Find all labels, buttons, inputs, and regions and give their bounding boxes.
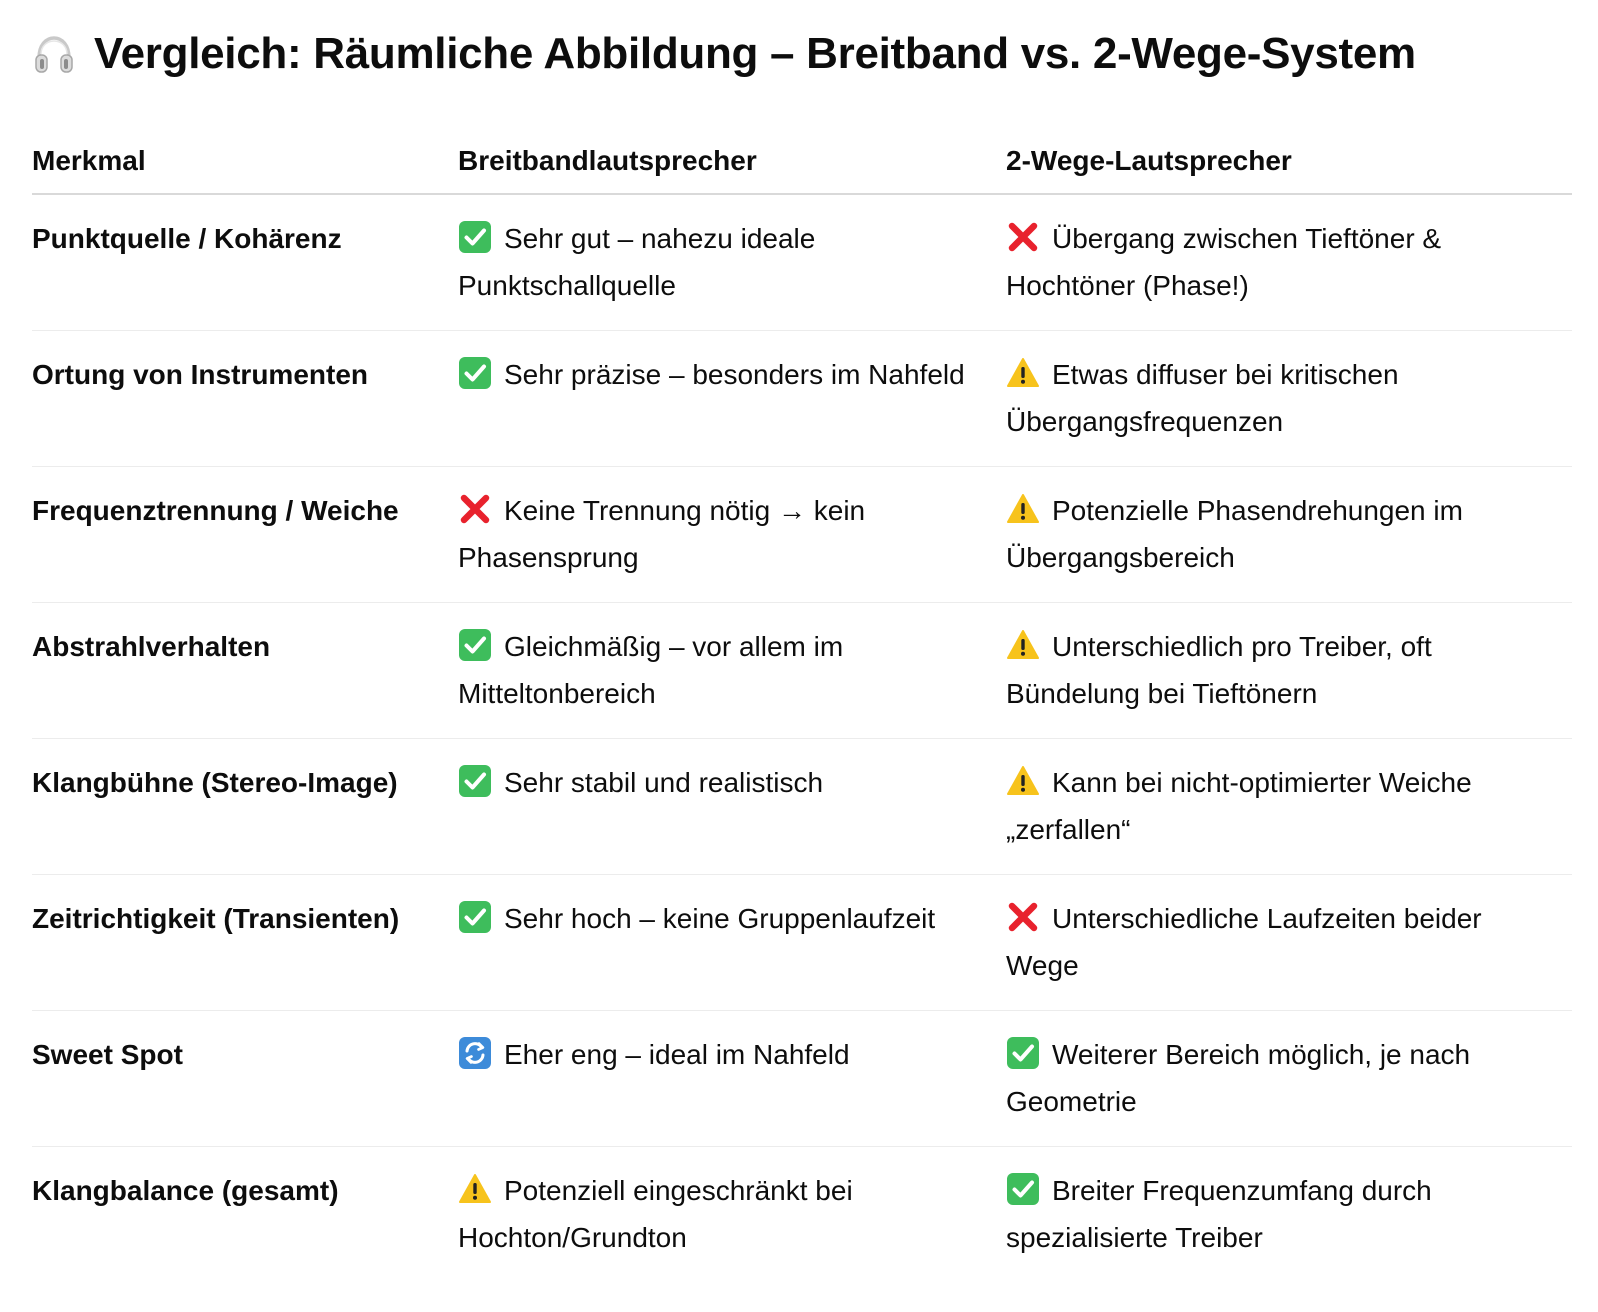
- breitband-text: Sehr gut – nahezu ideale Punktschallquelle: [458, 223, 816, 301]
- feature-cell: Zeitrichtigkeit (Transienten): [32, 902, 400, 934]
- zweiwege-cell: [1006, 330, 1572, 466]
- repeat-icon: [458, 1036, 492, 1070]
- table-row: [32, 1146, 1572, 1282]
- zweiwege-text: Weiterer Bereich möglich, je nach Geometrie: [1006, 1038, 1471, 1117]
- breitband-text: Potenziell eingeschränkt bei Hochton/Grundton: [458, 1174, 853, 1253]
- check-icon: [1006, 1172, 1040, 1206]
- zweiwege-cell: [1006, 466, 1572, 602]
- warning-icon: [1006, 492, 1040, 526]
- zweiwege-cell: [1006, 1146, 1572, 1282]
- zweiwege-text: Übergang zwischen Tieftöner & Hochtöner (Phase!): [1006, 223, 1442, 301]
- zweiwege-cell: [1006, 738, 1572, 874]
- check-icon: [458, 356, 492, 390]
- breitband-text: Eher eng – ideal im Nahfeld: [504, 1038, 850, 1070]
- feature-cell: Abstrahlverhalten: [32, 630, 271, 662]
- zweiwege-text: Unterschiedliche Laufzeiten beider Wege: [1006, 902, 1482, 981]
- check-icon: [458, 900, 492, 934]
- breitband-cell: [458, 194, 1006, 330]
- breitband-cell: [458, 602, 1006, 738]
- column-header-zweiwege: 2-Wege-Lautsprecher: [1006, 144, 1292, 176]
- warning-icon: [1006, 356, 1040, 390]
- table-row: [32, 194, 1572, 330]
- breitband-text: Sehr präzise – besonders im Nahfeld: [504, 358, 965, 390]
- feature-cell: Sweet Spot: [32, 1038, 183, 1070]
- column-header-breitband: Breitbandlautsprecher: [458, 144, 757, 176]
- zweiwege-cell: [1006, 194, 1572, 330]
- table-row: [32, 1010, 1572, 1146]
- feature-cell: Ortung von Instrumenten: [32, 358, 368, 390]
- breitband-text: Sehr stabil und realistisch: [504, 766, 824, 798]
- table-row: [32, 874, 1572, 1010]
- table-row: [32, 330, 1572, 466]
- feature-cell: Frequenztrennung / Weiche: [32, 494, 399, 526]
- zweiwege-text: Etwas diffuser bei kritischen Übergangsfrequenzen: [1006, 358, 1399, 437]
- check-icon: [1006, 1036, 1040, 1070]
- table-header-row: [32, 126, 1572, 194]
- breitband-cell: [458, 1010, 1006, 1146]
- zweiwege-text: Potenzielle Phasendrehungen im Übergangsbereich: [1006, 494, 1463, 573]
- zweiwege-text: Unterschiedlich pro Treiber, oft Bündelung bei Tieftönern: [1006, 630, 1432, 709]
- table-row: [32, 602, 1572, 738]
- zweiwege-cell: [1006, 874, 1572, 1010]
- warning-icon: [1006, 628, 1040, 662]
- warning-icon: [1006, 764, 1040, 798]
- comparison-table: [32, 126, 1572, 1282]
- headphones-icon: [32, 32, 76, 76]
- check-icon: [458, 628, 492, 662]
- warning-icon: [458, 1172, 492, 1206]
- breitband-text: Sehr hoch – keine Gruppenlaufzeit: [504, 902, 936, 934]
- cross-icon: [458, 492, 492, 526]
- table-row: [32, 738, 1572, 874]
- breitband-cell: [458, 330, 1006, 466]
- feature-cell: Punktquelle / Kohärenz: [32, 223, 342, 254]
- column-header-merkmal: Merkmal: [32, 144, 146, 176]
- zweiwege-text: Kann bei nicht-optimierter Weiche „zerfallen“: [1006, 766, 1472, 845]
- zweiwege-cell: [1006, 602, 1572, 738]
- cross-icon: [1006, 900, 1040, 934]
- table-body: [32, 194, 1572, 1282]
- breitband-cell: [458, 738, 1006, 874]
- breitband-cell: [458, 874, 1006, 1010]
- table-row: [32, 466, 1572, 602]
- zweiwege-text: Breiter Frequenzumfang durch spezialisierte Treiber: [1006, 1174, 1432, 1253]
- check-icon: [458, 220, 492, 254]
- breitband-text: Gleichmäßig – vor allem im Mitteltonbereich: [458, 630, 844, 709]
- breitband-cell: [458, 466, 1006, 602]
- feature-cell: Klangbühne (Stereo-Image): [32, 766, 398, 798]
- breitband-cell: [458, 1146, 1006, 1282]
- breitband-text: Keine Trennung nötig → kein Phasensprung: [458, 494, 866, 573]
- title-row: [32, 22, 1566, 86]
- page-title: Vergleich: Räumliche Abbildung – Breitband vs. 2-Wege-System: [94, 29, 1416, 78]
- feature-cell: Klangbalance (gesamt): [32, 1174, 339, 1206]
- zweiwege-cell: [1006, 1010, 1572, 1146]
- cross-icon: [1006, 220, 1040, 254]
- check-icon: [458, 764, 492, 798]
